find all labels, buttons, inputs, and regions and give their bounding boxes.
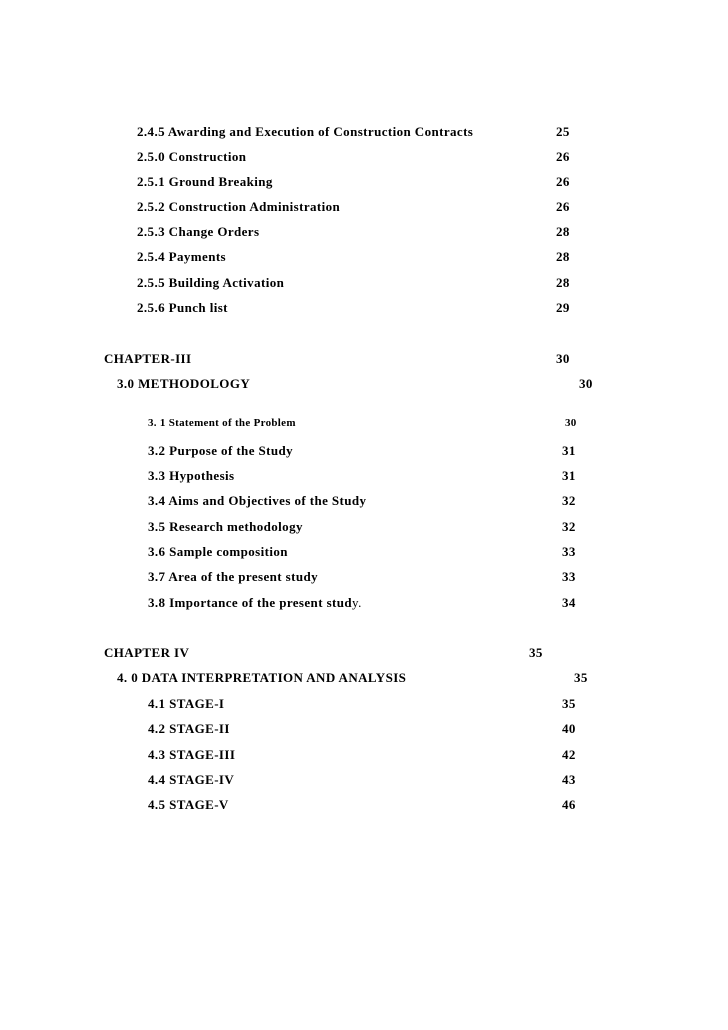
toc-entry-label: 3. 1 Statement of the Problem	[148, 417, 296, 429]
toc-entry-page: 26	[556, 174, 570, 189]
toc-entry-label: 3.2 Purpose of the Study	[148, 443, 294, 458]
toc-entry-page: 28	[556, 275, 570, 290]
toc-entry-page: 40	[562, 721, 576, 736]
toc-entry-page: 31	[562, 443, 576, 458]
toc-entry-label: 2.5.3 Change Orders	[137, 224, 260, 239]
toc-entry-label: 2.5.6 Punch list	[137, 300, 228, 315]
toc-entry-label: 2.4.5 Awarding and Execution of Construction Contracts	[137, 124, 474, 139]
section-title: 4. 0 DATA INTERPRETATION AND ANALYSIS	[117, 670, 407, 685]
toc-entry-page: 32	[562, 493, 576, 508]
toc-entry-label: 2.5.5 Building Activation	[137, 275, 285, 290]
toc-entry-page: 29	[556, 300, 570, 315]
toc-entry-label: 4.4 STAGE-IV	[148, 772, 235, 787]
toc-entry-label: 3.4 Aims and Objectives of the Study	[148, 493, 367, 508]
toc-entry-page: 33	[562, 544, 576, 559]
toc-entry-label	[148, 595, 362, 611]
toc-entry-label: 2.5.4 Payments	[137, 249, 227, 264]
toc-entry-page: 34	[562, 595, 576, 610]
toc-entry-label: 3.6 Sample composition	[148, 544, 288, 559]
toc-entry-page: 43	[562, 772, 576, 787]
toc-entry-page: 25	[556, 124, 570, 139]
toc-entry-page: 31	[562, 468, 576, 483]
toc-entry-page: 28	[556, 249, 570, 264]
chapter-page: 35	[529, 645, 543, 660]
section-page: 30	[579, 376, 593, 391]
toc-entry-page: 26	[556, 149, 570, 164]
toc-entry-label: 3.7 Area of the present study	[148, 569, 319, 584]
toc-entry-label: 4.2 STAGE-II	[148, 721, 230, 736]
toc-entry-page: 30	[565, 417, 577, 429]
toc-entry-page: 28	[556, 224, 570, 239]
toc-entry-label: 2.5.0 Construction	[137, 149, 247, 164]
toc-entry-label: 3.3 Hypothesis	[148, 468, 235, 483]
toc-entry-page: 46	[562, 797, 576, 812]
section-page: 35	[574, 670, 588, 685]
toc-entry-page: 35	[562, 696, 576, 711]
toc-entry-label: 4.5 STAGE-V	[148, 797, 229, 812]
chapter-page: 30	[556, 351, 570, 366]
toc-entry-label: 4.1 STAGE-I	[148, 696, 225, 711]
toc-entry-page: 32	[562, 519, 576, 534]
section-title: 3.0 METHODOLOGY	[117, 376, 251, 391]
toc-entry-label: 3.5 Research methodology	[148, 519, 303, 534]
toc-entry-label: 4.3 STAGE-III	[148, 747, 236, 762]
toc-entry-page: 33	[562, 569, 576, 584]
toc-entry-label: 2.5.2 Construction Administration	[137, 199, 341, 214]
toc-entry-page: 26	[556, 199, 570, 214]
toc-entry-label-main: 3.8 Importance of the present stud	[148, 595, 353, 610]
toc-entry-label-tail: y.	[352, 595, 362, 610]
toc-entry-label: 2.5.1 Ground Breaking	[137, 174, 273, 189]
chapter-title: CHAPTER-III	[104, 351, 192, 366]
chapter-title: CHAPTER IV	[104, 645, 190, 660]
toc-entry-page: 42	[562, 747, 576, 762]
